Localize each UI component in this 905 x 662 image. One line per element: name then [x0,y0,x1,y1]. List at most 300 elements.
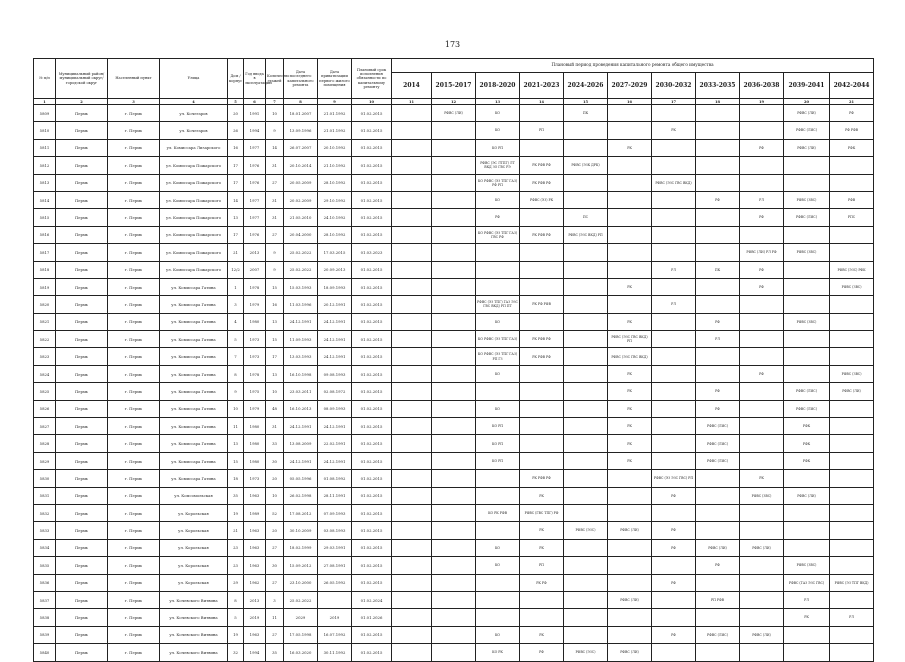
row-year-built: 1973 [244,348,266,365]
table-row [34,278,874,295]
row-plan-2027-2029: РФВС (ЛИ) [608,591,652,608]
row-plan-2024-2026 [564,174,608,191]
row-plan-2030-2032: РФ [652,487,696,504]
row-plan-2042-2044 [830,470,874,487]
row-last-overhaul: 16.10.1998 [284,365,318,382]
row-street: ул. Комиссара Гатина [160,365,228,382]
row-plan-2014 [392,522,432,539]
table-row [34,313,874,330]
header-last-overhaul: Дата последнего капитального ремонта [284,59,318,99]
row-id: 5830 [34,470,56,487]
row-locality: г. Пермь [108,157,160,174]
row-floors: 10 [266,105,284,122]
row-house: 11 [228,418,244,435]
row-plan-2014 [392,644,432,661]
table-row [34,574,874,591]
row-deadline: 01.02.2015 [352,313,392,330]
row-plan-2042-2044 [830,504,874,521]
row-plan-2036-2038: РК [740,470,784,487]
row-plan-2021-2023 [520,400,564,417]
row-plan-2018-2020: КО РФВС (ЭЗ ТПГ ГАЗ) [476,331,520,348]
row-plan-2021-2023 [520,418,564,435]
row-street: ул. Комиссара Гатина [160,348,228,365]
row-id: 5816 [34,226,56,243]
row-street: ул. Комиссара Пожарского [160,261,228,278]
row-year-built: 1979 [244,296,266,313]
row-plan-2027-2029: РФВС (ЭЗС ГВС ВКД) [608,348,652,365]
row-plan-2024-2026 [564,331,608,348]
row-plan-2030-2032 [652,609,696,626]
table-row [34,609,874,626]
row-street: ул. Комиссара Пожарского [160,157,228,174]
row-plan-2042-2044 [830,591,874,608]
row-plan-2036-2038: РФ [740,261,784,278]
row-plan-2024-2026 [564,435,608,452]
row-plan-2015-2017 [432,296,476,313]
row-plan-2024-2026 [564,191,608,208]
header-street: Улица [160,59,228,99]
row-plan-2015-2017 [432,504,476,521]
row-last-overhaul: 17.05.1998 [284,626,318,643]
row-plan-2039-2041: РФК [784,435,830,452]
row-locality: г. Пермь [108,348,160,365]
row-plan-2021-2023: РК РФ РФВ [520,296,564,313]
row-plan-2036-2038 [740,452,784,469]
row-floors: 3 [266,591,284,608]
row-floors: 27 [266,174,284,191]
row-year-built: 1980 [244,435,266,452]
row-house: 17 [228,174,244,191]
row-street: ул. Кочегаров [160,122,228,139]
row-last-overhaul: 30.10.2009 [284,522,318,539]
row-locality: г. Пермь [108,539,160,556]
column-number: 16 [608,99,652,105]
row-plan-2030-2032: РФ [652,626,696,643]
row-plan-2036-2038 [740,105,784,122]
row-plan-2021-2023 [520,383,564,400]
row-plan-2024-2026 [564,278,608,295]
row-deadline: 01.02.2015 [352,504,392,521]
row-locality: г. Пермь [108,626,160,643]
header-year-9: 2039-2041 [784,73,830,99]
row-plan-2042-2044: РФВС (ЗВС) [830,278,874,295]
column-number: 3 [108,99,160,105]
row-id: 5818 [34,261,56,278]
row-plan-2039-2041: РФВС (ЗВС) [784,191,830,208]
header-year-1: 2015-2017 [432,73,476,99]
row-plan-2042-2044 [830,626,874,643]
row-plan-2042-2044 [830,539,874,556]
row-locality: г. Пермь [108,226,160,243]
row-year-built: 1977 [244,139,266,156]
row-house: 9 [228,383,244,400]
row-plan-2015-2017 [432,644,476,661]
row-first-date: 17.03.2015 [318,244,352,261]
row-plan-2024-2026: РФВС (ЭЗС ВКД) РП [564,226,608,243]
row-locality: г. Пермь [108,644,160,661]
row-id: 5840 [34,644,56,661]
row-house: 17 [228,157,244,174]
row-last-overhaul: 17.08.2012 [284,504,318,521]
row-plan-2018-2020: РФВС (ЭС ЛТПГ) ЛТ ВКД ЗО ГВС РЭ [476,157,520,174]
column-number: 4 [160,99,228,105]
row-plan-2024-2026: РФВС (ЭЗС) [564,522,608,539]
row-municipality: Пермь [56,418,108,435]
row-first-date: 29.10.1992 [318,191,352,208]
row-plan-2024-2026 [564,574,608,591]
row-floors: 52 [266,504,284,521]
row-year-built: 1980 [244,418,266,435]
row-plan-2014 [392,400,432,417]
row-locality: г. Пермь [108,522,160,539]
row-plan-2036-2038 [740,348,784,365]
row-plan-2042-2044: РФВС (ЭЗ ТПГ ВКД) [830,574,874,591]
row-plan-2033-2035 [696,365,740,382]
row-plan-2039-2041: РФВС (ЛИ) [784,105,830,122]
row-id: 5810 [34,122,56,139]
row-municipality: Пермь [56,470,108,487]
row-plan-2042-2044 [830,244,874,261]
row-plan-2027-2029: РК [608,435,652,452]
row-street: ул. Комиссара Пожарского [160,226,228,243]
row-municipality: Пермь [56,191,108,208]
header-num: № п/п [34,59,56,99]
row-plan-2042-2044: РФК [830,139,874,156]
row-deadline: 01.02.2015 [352,157,392,174]
row-plan-2039-2041: РФК [784,452,830,469]
row-plan-2033-2035: ПК [696,261,740,278]
row-id: 5817 [34,244,56,261]
row-plan-2033-2035 [696,609,740,626]
row-plan-2018-2020: КО РП [476,139,520,156]
row-plan-2024-2026 [564,348,608,365]
row-plan-2039-2041: РФВС (ЛИС) [784,122,830,139]
capital-repair-table [33,58,874,662]
row-deadline: 01.01.2026 [352,609,392,626]
row-municipality: Пермь [56,383,108,400]
column-number: 1 [34,99,56,105]
table-row [34,226,874,243]
table-row [34,504,874,521]
column-number: 14 [520,99,564,105]
row-last-overhaul: 25.02.2022 [284,244,318,261]
row-plan-2036-2038 [740,591,784,608]
column-number: 10 [352,99,392,105]
row-plan-2024-2026 [564,591,608,608]
header-year-8: 2036-2038 [740,73,784,99]
row-plan-2021-2023: РК РФВ РФ [520,348,564,365]
header-year-7: 2033-2035 [696,73,740,99]
row-plan-2015-2017 [432,226,476,243]
table-row [34,331,874,348]
row-first-date: 24.12.1991 [318,331,352,348]
row-first-date: 28.11.1991 [318,487,352,504]
header-year-6: 2030-2032 [652,73,696,99]
header-deadline: Плановый срок исполнения обязанности по капитальному ремонту [352,59,392,99]
row-plan-2021-2023 [520,313,564,330]
row-plan-2015-2017 [432,331,476,348]
row-plan-2015-2017 [432,418,476,435]
row-plan-2030-2032 [652,278,696,295]
row-plan-2018-2020: РФВС (ЭЗ ТПГ) ГАЗ ЭЗС ГВС ВКД) РП ПТ [476,296,520,313]
row-last-overhaul: 13.09.1996 [284,122,318,139]
row-plan-2033-2035 [696,105,740,122]
row-municipality: Пермь [56,244,108,261]
row-locality: г. Пермь [108,278,160,295]
header-plan-group: Плановый период проведения капитального ремонта общего имущества [392,59,874,73]
row-plan-2021-2023 [520,261,564,278]
row-plan-2015-2017 [432,122,476,139]
row-municipality: Пермь [56,157,108,174]
row-plan-2030-2032 [652,209,696,226]
row-plan-2021-2023 [520,609,564,626]
row-house: 8 [228,591,244,608]
row-deadline: 01.02.2015 [352,122,392,139]
row-plan-2027-2029 [608,105,652,122]
row-plan-2033-2035 [696,348,740,365]
row-floors: 13 [266,365,284,382]
row-first-date: 28.10.1992 [318,226,352,243]
row-plan-2018-2020: КО РК [476,644,520,661]
row-first-date: 27.08.1991 [318,557,352,574]
row-plan-2030-2032 [652,313,696,330]
row-year-built: 1977 [244,191,266,208]
row-house: 15 [228,452,244,469]
row-plan-2036-2038: РФ [740,209,784,226]
row-house: 12/2 [228,261,244,278]
row-municipality: Пермь [56,452,108,469]
row-plan-2039-2041: РЛ [784,591,830,608]
row-plan-2027-2029: РК [608,400,652,417]
row-plan-2039-2041 [784,644,830,661]
row-plan-2030-2032: РФВС (ЭЗС ГВС ВКД) [652,174,696,191]
row-plan-2018-2020 [476,609,520,626]
row-first-date: 07.09.1993 [318,504,352,521]
row-year-built: 1976 [244,226,266,243]
row-plan-2024-2026 [564,504,608,521]
row-plan-2018-2020 [476,278,520,295]
row-plan-2030-2032: РФ [652,522,696,539]
row-plan-2027-2029 [608,226,652,243]
row-id: 5832 [34,504,56,521]
header-house: Дом / корпус [228,59,244,99]
row-plan-2039-2041 [784,522,830,539]
row-plan-2027-2029 [608,209,652,226]
row-last-overhaul: 24.12.1991 [284,452,318,469]
row-plan-2036-2038 [740,504,784,521]
row-plan-2021-2023 [520,365,564,382]
row-last-overhaul: 24.12.1991 [284,418,318,435]
row-deadline: 01.02.2015 [352,487,392,504]
column-number: 9 [318,99,352,105]
row-plan-2027-2029 [608,539,652,556]
row-plan-2033-2035: РЛ [696,331,740,348]
row-municipality: Пермь [56,574,108,591]
row-plan-2030-2032 [652,157,696,174]
row-house: 1 [228,278,244,295]
row-plan-2036-2038 [740,157,784,174]
row-plan-2030-2032 [652,504,696,521]
row-plan-2033-2035: РФВС (ЛИС) [696,435,740,452]
row-plan-2018-2020: КО [476,400,520,417]
row-floors: 20 [266,522,284,539]
row-municipality: Пермь [56,174,108,191]
row-house: 16 [228,139,244,156]
row-plan-2030-2032: РФ [652,539,696,556]
header-year-built: Год ввода в эксплуатацию [244,59,266,99]
row-plan-2021-2023 [520,105,564,122]
row-street: ул. Комиссара Гатина [160,470,228,487]
row-plan-2036-2038: РЛ [740,191,784,208]
row-plan-2021-2023: РК РФВ РФ [520,470,564,487]
row-municipality: Пермь [56,609,108,626]
row-plan-2030-2032: РФВС (ЭЗ ЭЗС ГВС) РП [652,470,696,487]
row-deadline: 01.02.2015 [352,644,392,661]
row-plan-2024-2026 [564,452,608,469]
row-last-overhaul: 16.10.2013 [284,400,318,417]
column-number: 17 [652,99,696,105]
table-row [34,261,874,278]
row-locality: г. Пермь [108,435,160,452]
row-year-built: 1963 [244,626,266,643]
row-floors: 31 [266,209,284,226]
row-plan-2039-2041 [784,226,830,243]
row-deadline: 01.02.2015 [352,435,392,452]
row-plan-2015-2017 [432,539,476,556]
row-plan-2015-2017 [432,487,476,504]
row-plan-2033-2035 [696,487,740,504]
row-plan-2042-2044 [830,174,874,191]
row-locality: г. Пермь [108,296,160,313]
row-plan-2015-2017 [432,244,476,261]
row-last-overhaul: 15.03.1993 [284,278,318,295]
row-plan-2039-2041: РФВС (ЗВС) [784,557,830,574]
row-plan-2015-2017 [432,522,476,539]
table-row [34,244,874,261]
row-plan-2018-2020: КО РП [476,418,520,435]
header-floors: Количество этажей [266,59,284,99]
row-last-overhaul: 21.05.2010 [284,209,318,226]
row-deadline: 01.02.2015 [352,574,392,591]
row-plan-2024-2026 [564,470,608,487]
row-municipality: Пермь [56,209,108,226]
row-plan-2033-2035 [696,139,740,156]
row-deadline: 01.02.2015 [352,261,392,278]
row-last-overhaul: 25.02.2022 [284,261,318,278]
row-year-built: 1978 [244,365,266,382]
row-plan-2042-2044 [830,226,874,243]
row-plan-2039-2041: РФВС (ЛИС) [784,400,830,417]
row-house: 7 [228,348,244,365]
row-deadline: 01.02.2015 [352,278,392,295]
row-plan-2014 [392,418,432,435]
header-year-0: 2014 [392,73,432,99]
row-plan-2027-2029: РФВС (ЛИ) [608,644,652,661]
row-street: ул. Комиссара Пожарского [160,244,228,261]
row-deadline: 01.02.2015 [352,452,392,469]
table-row [34,418,874,435]
row-plan-2036-2038 [740,418,784,435]
row-year-built: 1977 [244,209,266,226]
row-deadline: 01.02.2015 [352,365,392,382]
row-plan-2039-2041 [784,296,830,313]
row-first-date: 02.08.1972 [318,383,352,400]
row-first-date: 09.08.1993 [318,365,352,382]
row-plan-2027-2029: РК [608,139,652,156]
row-floors: 11 [266,609,284,626]
row-floors: 27 [266,226,284,243]
row-locality: г. Пермь [108,191,160,208]
row-plan-2030-2032 [652,105,696,122]
row-plan-2027-2029 [608,487,652,504]
row-plan-2024-2026 [564,296,608,313]
row-plan-2033-2035: РФВС (ЛИ) [696,539,740,556]
row-plan-2036-2038: РФ [740,278,784,295]
row-house: 10 [228,400,244,417]
row-plan-2030-2032 [652,191,696,208]
row-plan-2021-2023: РФ [520,644,564,661]
table-row [34,644,874,661]
header-year-2: 2018-2020 [476,73,520,99]
row-plan-2024-2026 [564,383,608,400]
row-id: 5834 [34,539,56,556]
row-plan-2015-2017 [432,139,476,156]
row-plan-2042-2044 [830,487,874,504]
row-floors: 35 [266,644,284,661]
row-street: ул. Кочегаров [160,105,228,122]
row-plan-2039-2041 [784,365,830,382]
table-row [34,626,874,643]
row-floors: 30 [266,557,284,574]
row-plan-2033-2035: РФ [696,383,740,400]
row-municipality: Пермь [56,626,108,643]
row-plan-2039-2041 [784,331,830,348]
row-municipality: Пермь [56,539,108,556]
row-plan-2042-2044: РФВС (ЗВС) [830,365,874,382]
row-year-built: 1963 [244,539,266,556]
row-plan-2014 [392,157,432,174]
row-house: 17 [228,226,244,243]
row-plan-2027-2029 [608,244,652,261]
row-deadline: 01.02.2015 [352,209,392,226]
table-row [34,522,874,539]
row-floors: 31 [266,157,284,174]
row-floors: 27 [266,539,284,556]
row-id: 5811 [34,139,56,156]
row-house: 29 [228,574,244,591]
row-year-built: 1963 [244,522,266,539]
row-plan-2036-2038 [740,609,784,626]
row-plan-2018-2020: КО РФВС (ЭЗ ТПГ ГАЗ) РП ГЗ [476,348,520,365]
row-floors: 48 [266,400,284,417]
row-plan-2033-2035 [696,644,740,661]
row-street: ул. Комиссара Гатина [160,400,228,417]
row-deadline: 01.02.2015 [352,383,392,400]
row-plan-2024-2026 [564,261,608,278]
row-year-built: 1976 [244,157,266,174]
row-plan-2021-2023 [520,209,564,226]
row-plan-2021-2023: РФВС (ЭЗ) РК [520,191,564,208]
row-floors: 14 [266,139,284,156]
row-plan-2042-2044 [830,348,874,365]
row-house: 23 [228,539,244,556]
row-plan-2014 [392,296,432,313]
row-plan-2042-2044 [830,157,874,174]
row-street: ул. Корольская [160,539,228,556]
row-year-built: 1994 [244,122,266,139]
row-plan-2014 [392,244,432,261]
row-deadline: 01.02.2015 [352,174,392,191]
